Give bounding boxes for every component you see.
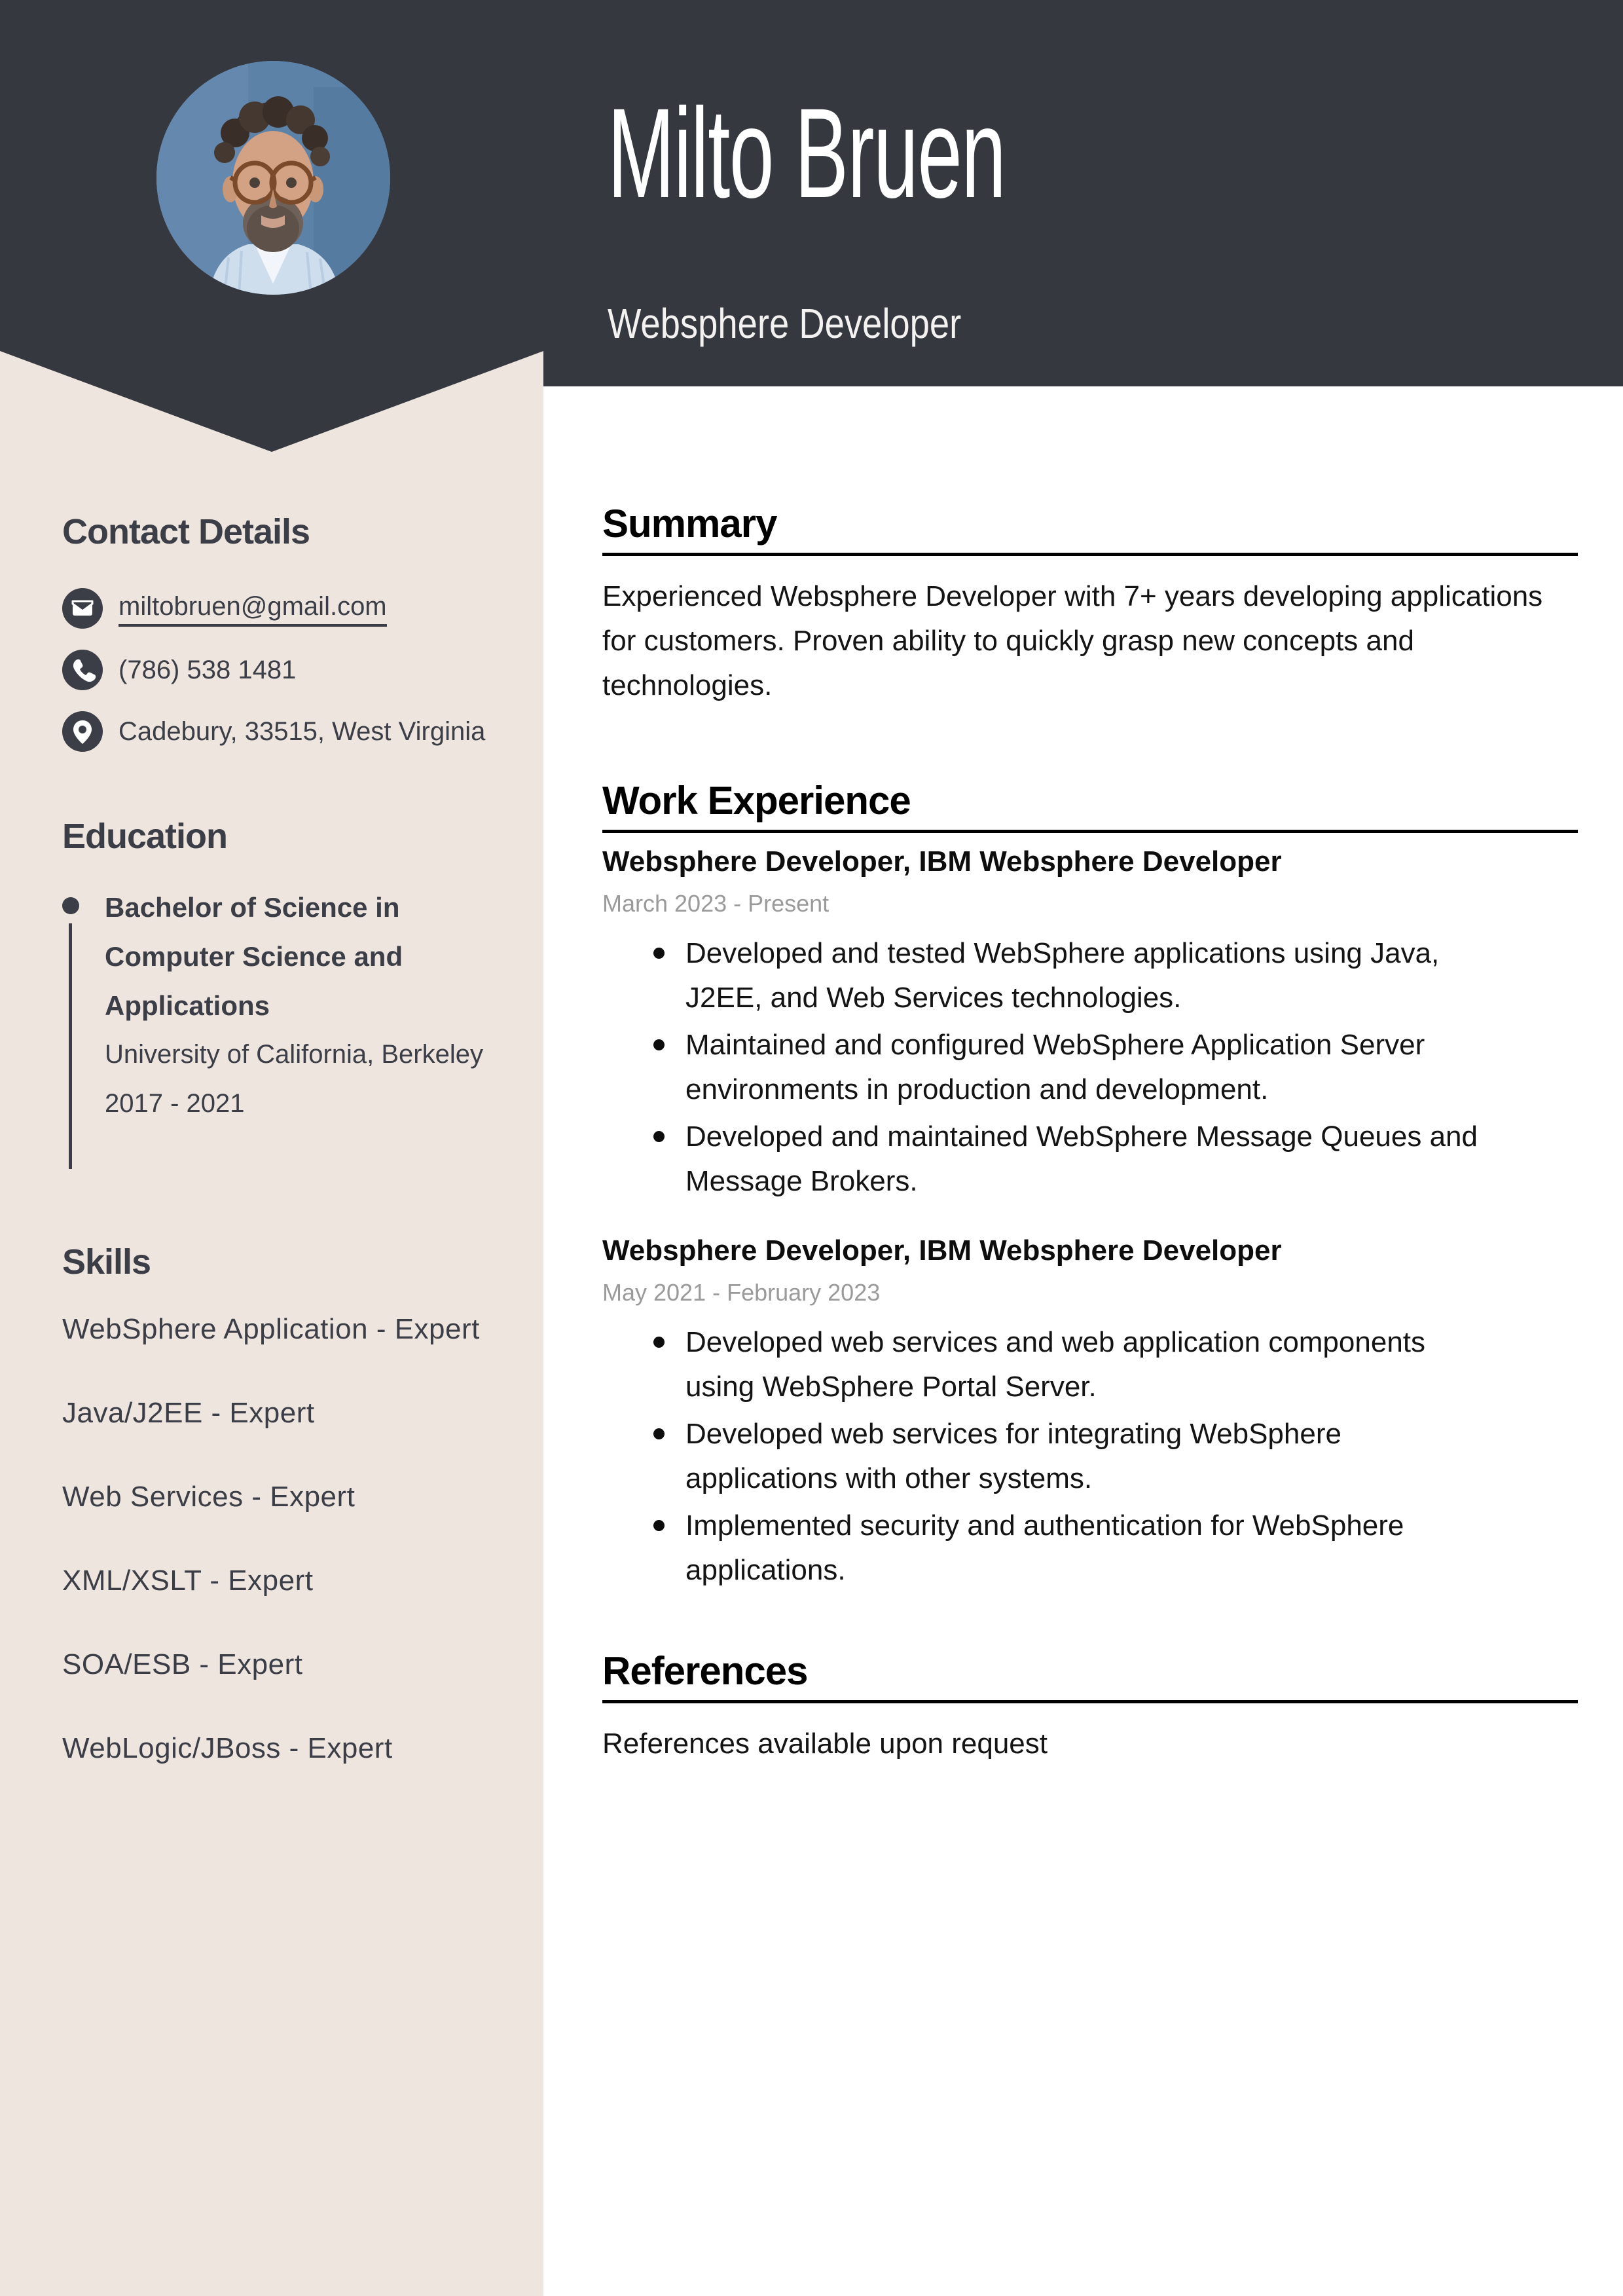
summary-text: Experienced Websphere Developer with 7+ years developing applications for customers. Proven ability to quickly grasp new concepts and technologies. [602, 580, 1543, 701]
education-school: University of California, Berkeley [105, 1040, 483, 1069]
contact-row-email [62, 587, 507, 629]
education-heading: Education [62, 817, 228, 856]
location-pin-icon [62, 711, 103, 752]
bullet-dot-icon [653, 1131, 665, 1142]
skill-item: WebSphere Application - Expert [62, 1313, 480, 1345]
contact-row-phone [62, 649, 507, 691]
summary-heading: Summary [602, 504, 1578, 556]
bullet-dot-icon [653, 1428, 665, 1439]
work-experience-heading: Work Experience [602, 781, 1578, 833]
job-bullet: Developed and maintained WebSphere Message Queues and Message Brokers. [602, 1115, 1499, 1204]
email-icon [62, 588, 103, 629]
contact-row-location [62, 711, 507, 752]
job-bullet: Developed web services for integrating WebSphere applications with other systems. [602, 1412, 1499, 1501]
bullet-dot-icon [653, 1337, 665, 1348]
email-link[interactable]: miltobruen@gmail.com [119, 591, 387, 627]
job-entry-date: May 2021 - February 2023 [602, 1279, 881, 1306]
bullet-dot-icon [653, 948, 665, 959]
education-dates: 2017 - 2021 [105, 1089, 245, 1118]
job-entry-bullet-list [602, 931, 1499, 1204]
timeline-bullet-icon [62, 897, 79, 914]
job-entry-title: Websphere Developer, IBM Websphere Developer [602, 1234, 1282, 1267]
education-degree: Bachelor of Science in Computer Science and Applications [105, 892, 403, 1021]
contact-details-heading: Contact Details [62, 512, 310, 551]
skill-item: Java/J2EE - Expert [62, 1397, 315, 1429]
phone-icon [62, 650, 103, 690]
timeline-line [69, 923, 72, 1169]
references-heading: References [602, 1652, 1578, 1703]
skill-item: WebLogic/JBoss - Expert [62, 1732, 393, 1764]
person-job-title: Websphere Developer [608, 300, 962, 347]
bullet-dot-icon [653, 1520, 665, 1531]
skills-list [62, 1303, 502, 1806]
profile-photo [156, 61, 390, 295]
job-bullet: Implemented security and authentication for WebSphere applications. [602, 1504, 1499, 1593]
job-bullet: Maintained and configured WebSphere Application Server environments in production and development. [602, 1023, 1499, 1112]
work-experience-entry [602, 845, 1578, 1204]
education-entry [62, 883, 501, 1128]
location-text: Cadebury, 33515, West Virginia [119, 717, 486, 746]
skill-item: SOA/ESB - Expert [62, 1648, 303, 1680]
job-entry-bullet-list [602, 1320, 1499, 1593]
skill-item: XML/XSLT - Expert [62, 1565, 314, 1597]
references-text: References available upon request [602, 1728, 1048, 1760]
bullet-dot-icon [653, 1039, 665, 1050]
skill-item: Web Services - Expert [62, 1481, 356, 1513]
job-bullet: Developed and tested WebSphere applications using Java, J2EE, and Web Services technologies. [602, 931, 1499, 1020]
person-name: Milto Bruen [608, 82, 1006, 225]
job-entry-date: March 2023 - Present [602, 890, 830, 917]
skills-heading: Skills [62, 1242, 151, 1282]
job-bullet: Developed web services and web application components using WebSphere Portal Server. [602, 1320, 1499, 1409]
phone-number: (786) 538 1481 [119, 656, 297, 684]
work-experience-entry [602, 1234, 1578, 1593]
main-column [602, 504, 1578, 1766]
profile-photo-illustration [156, 61, 390, 295]
job-entry-title: Websphere Developer, IBM Websphere Developer [602, 845, 1282, 878]
